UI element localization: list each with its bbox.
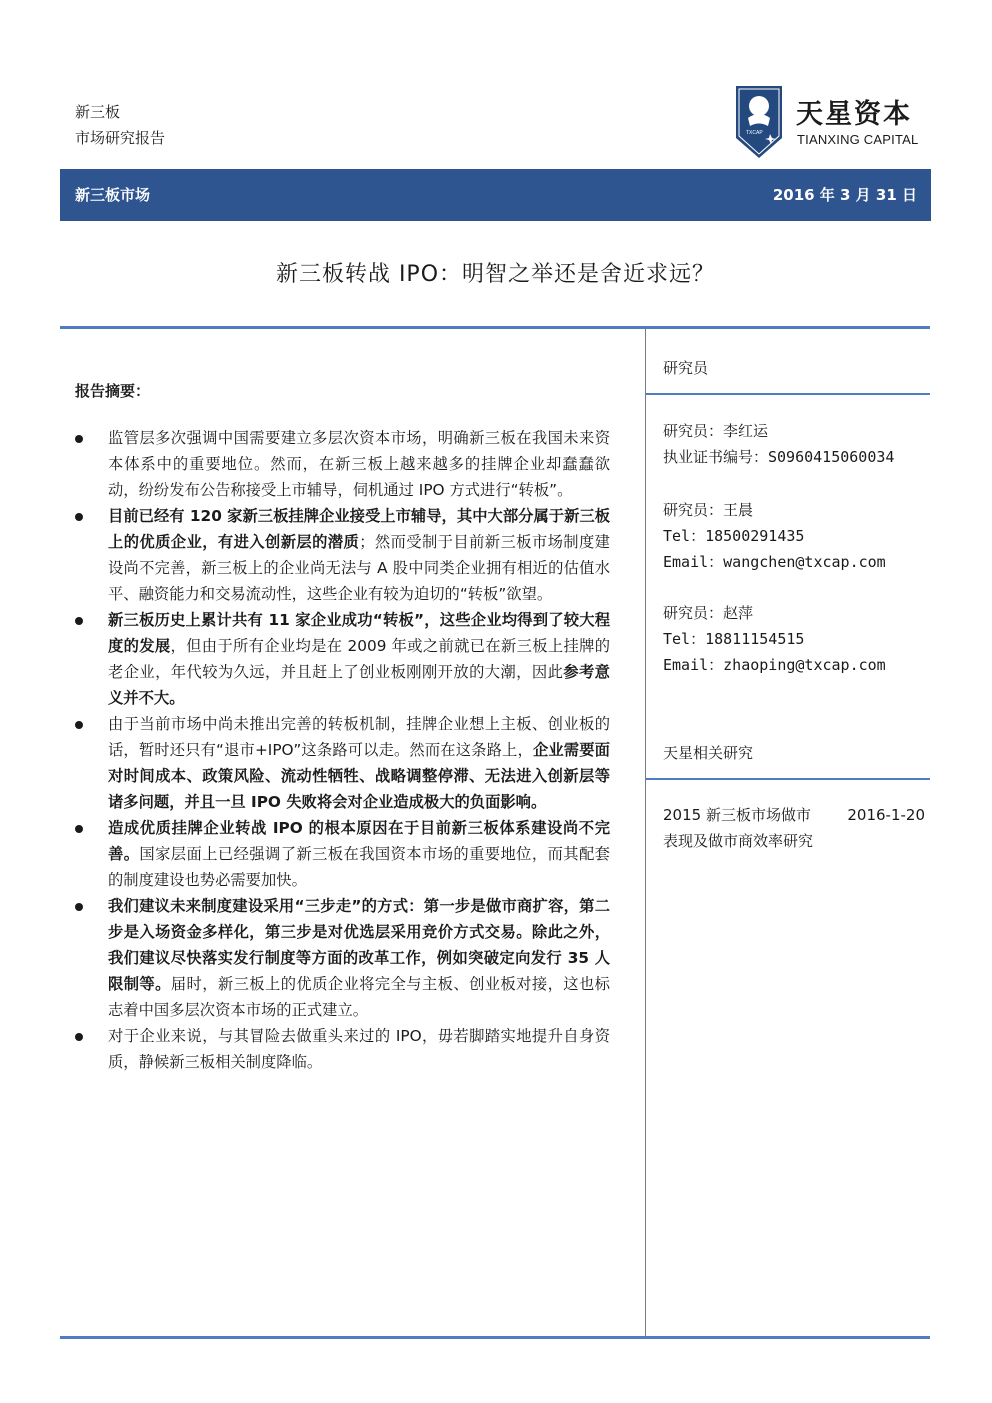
- related-report-title: 2015 新三板市场做市表现及做市商效率研究: [663, 806, 814, 850]
- banner-section: 新三板市场: [75, 186, 151, 204]
- body-text: 届时，新三板上的优质企业将完全与主板、创业板对接，这也标志着中国多层次资本市场的正式建立。: [108, 975, 610, 1019]
- logo-name-cn: 天星资本: [796, 99, 912, 130]
- bullet-icon: [75, 721, 83, 729]
- body-text: 国家层面上已经强调了新三板在我国资本市场的重要地位，而其配套的制度建设也势必需要加快。: [108, 845, 610, 889]
- bullet-icon: [75, 435, 83, 443]
- sidebar-rule-1: [646, 393, 930, 395]
- body-text: 监管层多次强调中国需要建立多层次资本市场，明确新三板在我国未来资本体系中的重要地位。然而，在新三板上越来越多的挂牌企业却蠢蠢欲动，纷纷发布公告称接受上市辅导，伺机通过 IPO 方式进行“转板”。: [108, 429, 610, 499]
- researcher-email[interactable]: Email：wangchen@txcap.com: [663, 553, 886, 571]
- abstract-item: [75, 1023, 610, 1075]
- abstract-item: [75, 503, 610, 607]
- related-heading: 天星相关研究: [663, 744, 754, 762]
- bullet-icon: [75, 617, 83, 625]
- researcher-license: 执业证书编号：S0960415060034: [663, 448, 895, 466]
- bottom-rule: [60, 1336, 930, 1339]
- researcher-name: 研究员：李红运: [663, 422, 769, 440]
- body-text: ；然而受制于目前新三板市场制度建设尚不完善，新三板上的企业尚无法与 A 股中同类企业拥有相近的估值水平、融资能力和交易流动性，这些企业有较为迫切的“转板”欲望。: [108, 533, 610, 603]
- abstract-item: [75, 607, 610, 711]
- banner-date: 2016 年 3 月 31 日: [772, 186, 917, 204]
- bullet-icon: [75, 1033, 83, 1041]
- doc-type: 市场研究报告: [75, 129, 166, 147]
- abstract-heading: 报告摘要：: [75, 382, 151, 400]
- researcher-tel: Tel：18811154515: [663, 630, 805, 648]
- researcher-email[interactable]: Email：zhaoping@txcap.com: [663, 656, 886, 674]
- researcher-name: 研究员：赵萍: [663, 604, 754, 622]
- section-banner: [60, 169, 931, 221]
- top-rule: [60, 326, 930, 329]
- researcher-name: 研究员：王晨: [663, 501, 754, 519]
- related-report-date: 2016-1-20: [847, 806, 925, 824]
- column-divider: [645, 329, 646, 1336]
- abstract-list: [75, 425, 610, 1075]
- researcher-2: [663, 497, 886, 575]
- emphasis-text: 企业需要面对时间成本、政策风险、流动性牺牲、战略调整停滞、无法进入创新层等诸多问题，并且一旦 IPO 失败将会对企业造成极大的负面影响。: [108, 741, 610, 811]
- emphasis-text: 参考意义并不大。: [108, 663, 610, 707]
- bullet-icon: [75, 513, 83, 521]
- logo-name-en: TIANXING CAPITAL: [797, 132, 919, 147]
- abstract-item: [75, 815, 610, 893]
- sidebar-rule-2: [646, 778, 930, 780]
- body-text: 对于企业来说，与其冒险去做重头来过的 IPO，毋若脚踏实地提升自身资质，静候新三板相关制度降临。: [108, 1027, 610, 1071]
- body-text: 由于当前市场中尚未推出完善的转板机制，挂牌企业想上主板、创业板的话，暂时还只有“退市+IPO”这条路可以走。然而在这条路上，: [108, 715, 610, 759]
- emphasis-text: 目前已经有 120 家新三板挂牌企业接受上市辅导，其中大部分属于新三板上的优质企业，有进入创新层的潜质: [108, 507, 610, 551]
- bullet-icon: [75, 903, 83, 911]
- emphasis-text: 新三板历史上累计共有 11 家企业成功“转板”，这些企业均得到了较大程度的发展: [108, 611, 610, 655]
- abstract-item: [75, 893, 610, 1023]
- emphasis-text: 造成优质挂牌企业转战 IPO 的根本原因在于目前新三板体系建设尚不完善。: [108, 819, 610, 863]
- emphasis-text: 我们建议未来制度建设采用“三步走”的方式：第一步是做市商扩容，第二步是入场资金多样化，第三步是对优选层采用竞价方式交易。除此之外，我们建议尽快落实发行制度等方面的改革工作，例如突破定向发行 35 人限制等。: [108, 897, 610, 993]
- logo-emblem-icon: [734, 84, 784, 160]
- researcher-1: [663, 418, 894, 470]
- logo-emblem-text: TXCAP: [746, 130, 763, 136]
- report-title: 新三板转战 IPO：明智之举还是舍近求远？: [275, 262, 716, 287]
- bullet-icon: [75, 825, 83, 833]
- doc-category: 新三板: [75, 103, 121, 121]
- researcher-3: [663, 600, 886, 678]
- researcher-tel: Tel：18500291435: [663, 527, 805, 545]
- abstract-item: [75, 711, 610, 815]
- body-text: ，但由于所有企业均是在 2009 年或之前就已在新三板上挂牌的老企业，年代较为久远，并且赶上了创业板刚刚开放的大潮，因此: [108, 637, 610, 681]
- researchers-heading: 研究员: [663, 359, 709, 377]
- company-logo: [734, 84, 934, 160]
- abstract-item: [75, 425, 610, 503]
